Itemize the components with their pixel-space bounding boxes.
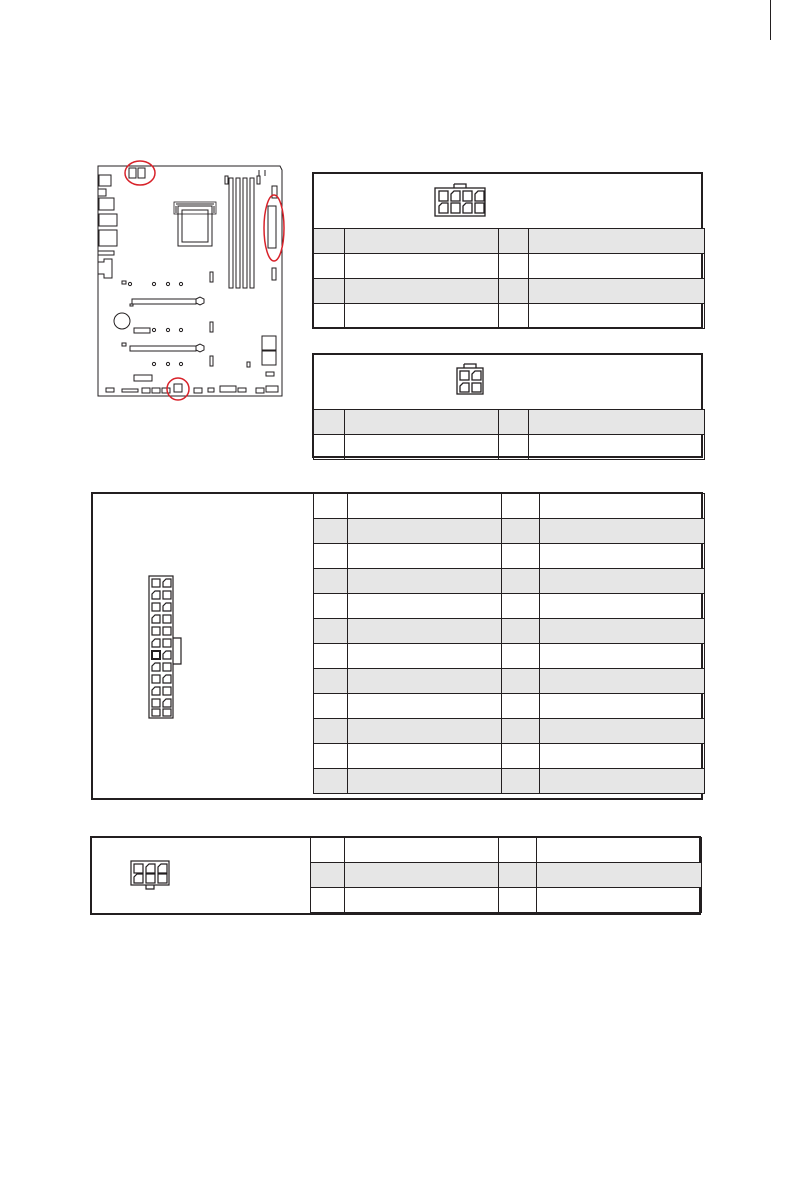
pin-table-6pin bbox=[310, 837, 702, 913]
pin-row bbox=[311, 888, 702, 913]
cpu-socket bbox=[178, 206, 212, 246]
signal-cell bbox=[345, 863, 499, 888]
signal-cell bbox=[529, 279, 705, 304]
io-block-3 bbox=[99, 198, 114, 210]
io-block-1 bbox=[99, 175, 111, 186]
signal-cell bbox=[540, 694, 705, 719]
pin-row bbox=[314, 744, 705, 769]
pin-row bbox=[314, 410, 705, 435]
io-block-5 bbox=[99, 230, 117, 246]
signal-cell bbox=[345, 229, 499, 254]
pcie-slot-2 bbox=[130, 346, 196, 351]
pin-cell bbox=[314, 569, 348, 594]
signal-cell bbox=[348, 769, 502, 794]
signal-cell bbox=[540, 594, 705, 619]
io-block-6 bbox=[98, 251, 114, 255]
signal-cell bbox=[540, 494, 705, 519]
m2-slot-2 bbox=[134, 375, 152, 381]
pin-cell bbox=[502, 744, 540, 769]
cpu-socket-inner bbox=[182, 210, 208, 242]
pin-table-4pin bbox=[313, 409, 705, 460]
signal-cell bbox=[529, 254, 705, 279]
connector-24pin-icon bbox=[145, 572, 187, 722]
io-block-2 bbox=[98, 189, 106, 196]
signal-cell bbox=[540, 719, 705, 744]
pin-row bbox=[314, 644, 705, 669]
signal-cell bbox=[537, 863, 702, 888]
motherboard-diagram bbox=[90, 155, 290, 405]
pin-row bbox=[314, 569, 705, 594]
signal-cell bbox=[540, 744, 705, 769]
connector-panel-8pin bbox=[312, 172, 703, 329]
pin-cell bbox=[314, 494, 348, 519]
chipset bbox=[262, 336, 276, 350]
pin-row bbox=[311, 863, 702, 888]
highlight-atx-power bbox=[264, 195, 284, 261]
pin-cell bbox=[314, 669, 348, 694]
pin-cell bbox=[314, 279, 345, 304]
top-cpu-header-b bbox=[138, 168, 145, 178]
top-cpu-header-a bbox=[129, 168, 136, 178]
signal-cell bbox=[345, 304, 499, 329]
pin-cell bbox=[502, 594, 540, 619]
pin-row bbox=[314, 619, 705, 644]
pin-cell bbox=[314, 544, 348, 569]
pin-cell bbox=[314, 304, 345, 329]
signal-cell bbox=[348, 719, 502, 744]
pin-cell bbox=[311, 838, 345, 863]
signal-cell bbox=[348, 669, 502, 694]
signal-cell bbox=[540, 644, 705, 669]
signal-cell bbox=[345, 838, 499, 863]
signal-cell bbox=[540, 519, 705, 544]
signal-cell bbox=[348, 594, 502, 619]
connector-panel-4pin bbox=[312, 353, 703, 458]
signal-cell bbox=[348, 619, 502, 644]
signal-cell bbox=[345, 254, 499, 279]
io-block-4 bbox=[99, 214, 117, 226]
pin-cell bbox=[311, 863, 345, 888]
connector-6pin-icon bbox=[128, 858, 172, 894]
pin-cell bbox=[314, 410, 345, 435]
signal-cell bbox=[537, 888, 702, 913]
pin-cell bbox=[314, 619, 348, 644]
pin-row bbox=[314, 229, 705, 254]
page-edge-rule bbox=[770, 0, 771, 40]
signal-cell bbox=[348, 519, 502, 544]
pin-cell bbox=[502, 519, 540, 544]
pin-cell bbox=[502, 644, 540, 669]
pin-row bbox=[311, 838, 702, 863]
pin-table-8pin bbox=[313, 228, 705, 329]
signal-cell bbox=[540, 769, 705, 794]
pin-cell bbox=[499, 888, 537, 913]
signal-cell bbox=[348, 744, 502, 769]
pin-cell bbox=[314, 435, 345, 460]
signal-cell bbox=[345, 410, 499, 435]
pin-row bbox=[314, 544, 705, 569]
dimm-slot-4 bbox=[250, 178, 254, 288]
pin-cell bbox=[499, 304, 529, 329]
pin-cell bbox=[314, 769, 348, 794]
signal-cell bbox=[540, 669, 705, 694]
pin-cell bbox=[314, 719, 348, 744]
dimm-slot-2 bbox=[236, 178, 240, 288]
pin-cell bbox=[311, 888, 345, 913]
signal-cell bbox=[537, 838, 702, 863]
pin-row bbox=[314, 279, 705, 304]
pin-cell bbox=[502, 669, 540, 694]
pin-row bbox=[314, 519, 705, 544]
cmos-battery bbox=[114, 313, 130, 329]
signal-cell bbox=[348, 644, 502, 669]
connector-panel-24pin bbox=[91, 492, 703, 800]
pin-row bbox=[314, 769, 705, 794]
pin-cell bbox=[502, 569, 540, 594]
connector-8pin-icon bbox=[432, 180, 488, 220]
pin-cell bbox=[502, 494, 540, 519]
io-block-7 bbox=[98, 259, 112, 278]
pin-row bbox=[314, 435, 705, 460]
signal-cell bbox=[529, 229, 705, 254]
pin-cell bbox=[499, 863, 537, 888]
pin-cell bbox=[314, 254, 345, 279]
pin-row bbox=[314, 304, 705, 329]
pin-cell bbox=[499, 838, 537, 863]
pin-cell bbox=[314, 594, 348, 619]
signal-cell bbox=[529, 304, 705, 329]
signal-cell bbox=[540, 544, 705, 569]
pin-cell bbox=[314, 694, 348, 719]
signal-cell bbox=[348, 569, 502, 594]
bottom-power-header bbox=[174, 384, 182, 392]
pin-cell bbox=[502, 719, 540, 744]
pin-cell bbox=[314, 744, 348, 769]
signal-cell bbox=[540, 569, 705, 594]
pin-row bbox=[314, 254, 705, 279]
signal-cell bbox=[348, 694, 502, 719]
pin-cell bbox=[499, 254, 529, 279]
pin-table-24pin bbox=[313, 493, 705, 794]
pin-cell bbox=[499, 410, 529, 435]
pin-cell bbox=[314, 519, 348, 544]
pin-row bbox=[314, 494, 705, 519]
pin-cell bbox=[502, 694, 540, 719]
signal-cell bbox=[529, 410, 705, 435]
signal-cell bbox=[348, 544, 502, 569]
dimm-slot-3 bbox=[243, 178, 247, 288]
pin-row bbox=[314, 694, 705, 719]
pin-cell bbox=[502, 544, 540, 569]
signal-cell bbox=[540, 619, 705, 644]
pin-cell bbox=[502, 769, 540, 794]
pin-row bbox=[314, 719, 705, 744]
dimm-slot-1 bbox=[229, 178, 233, 288]
pin-cell bbox=[499, 229, 529, 254]
signal-cell bbox=[529, 435, 705, 460]
connector-panel-6pin bbox=[90, 836, 701, 915]
atx-header bbox=[268, 206, 276, 248]
pin-cell bbox=[314, 229, 345, 254]
signal-cell bbox=[345, 888, 499, 913]
connector-4pin-icon bbox=[454, 361, 486, 397]
signal-cell bbox=[345, 279, 499, 304]
pin-cell bbox=[499, 279, 529, 304]
signal-cell bbox=[345, 435, 499, 460]
pcie-slot-1 bbox=[132, 299, 196, 304]
pin-cell bbox=[499, 435, 529, 460]
pin-row bbox=[314, 594, 705, 619]
pin-cell bbox=[314, 644, 348, 669]
pin-row bbox=[314, 669, 705, 694]
m2-slot-1 bbox=[134, 328, 150, 333]
pin-cell bbox=[502, 619, 540, 644]
signal-cell bbox=[348, 494, 502, 519]
